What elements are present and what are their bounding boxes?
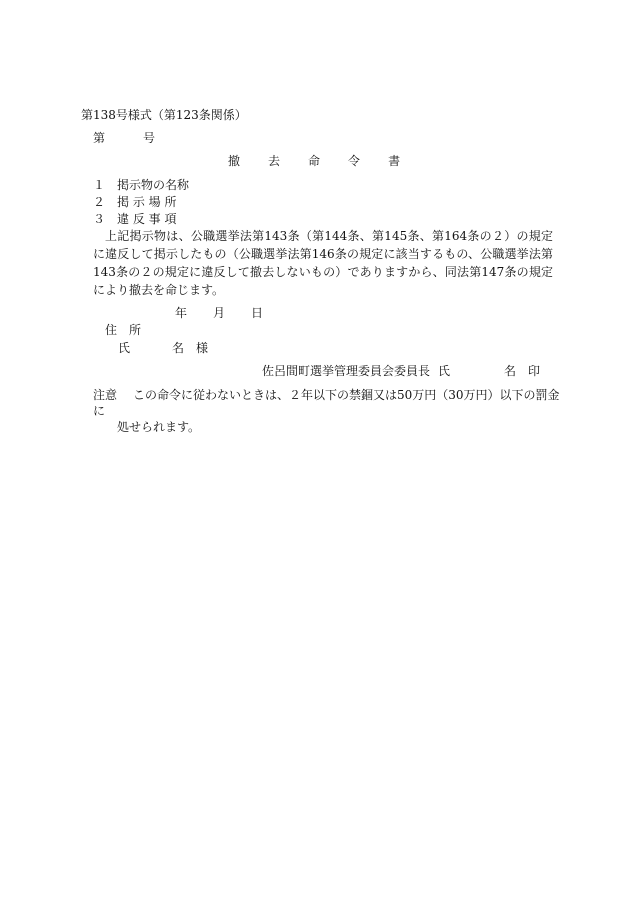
seal-label: 印 [528, 364, 541, 378]
note-line-1: この命令に従わないときは、２年以下の禁錮又は50万円（30万円）以下の罰金に [93, 388, 560, 418]
note-section [93, 387, 563, 435]
name-label-left: 氏 [118, 341, 131, 355]
document-number-prefix: 第 [93, 131, 106, 145]
list-item [93, 194, 189, 211]
document-number-suffix: 号 [143, 131, 156, 145]
date-day: 日 [251, 306, 264, 320]
item-number: ３ [93, 212, 106, 226]
item-number: ２ [93, 195, 106, 209]
title-char: 命 [308, 154, 321, 168]
title-char: 書 [388, 154, 401, 168]
item-list [93, 177, 189, 228]
title-char: 去 [268, 154, 281, 168]
title-char: 令 [348, 154, 361, 168]
issuer-surname-label: 氏 [438, 364, 451, 378]
note-line-2: 処せられます。 [117, 420, 201, 434]
issuer-given-label: 名 [504, 364, 517, 378]
document-title [228, 153, 400, 169]
recipient-name-line [118, 340, 208, 356]
item-number: １ [93, 178, 106, 192]
issuer-organization: 佐呂間町選挙管理委員会委員長 [262, 364, 431, 378]
issuer-line [262, 363, 540, 379]
title-char: 撤 [228, 154, 241, 168]
list-item [93, 177, 189, 194]
item-label: 違 反 事 項 [117, 212, 177, 226]
date-month: 月 [213, 306, 226, 320]
item-label: 掲 示 場 所 [117, 195, 177, 209]
address-label: 住 所 [105, 323, 142, 337]
note-label: 注意 [93, 388, 118, 402]
list-item [93, 211, 189, 228]
order-body-text: 上記掲示物は、公職選挙法第143条（第144条、第145条、第164条の２）の規定に違反して掲示したもの（公職選挙法第146条の規定に該当するもの、公職選挙法第143条の２の規定に違反して撤去しないもの）でありますから、同法第147条の規定により撤去を命じます。 [93, 229, 553, 297]
name-label-right: 名 様 [172, 341, 209, 355]
date-year: 年 [175, 306, 188, 320]
item-label: 掲示物の名称 [117, 178, 190, 192]
date-line [175, 305, 263, 321]
form-number: 第138号様式（第123条関係） [81, 108, 247, 122]
